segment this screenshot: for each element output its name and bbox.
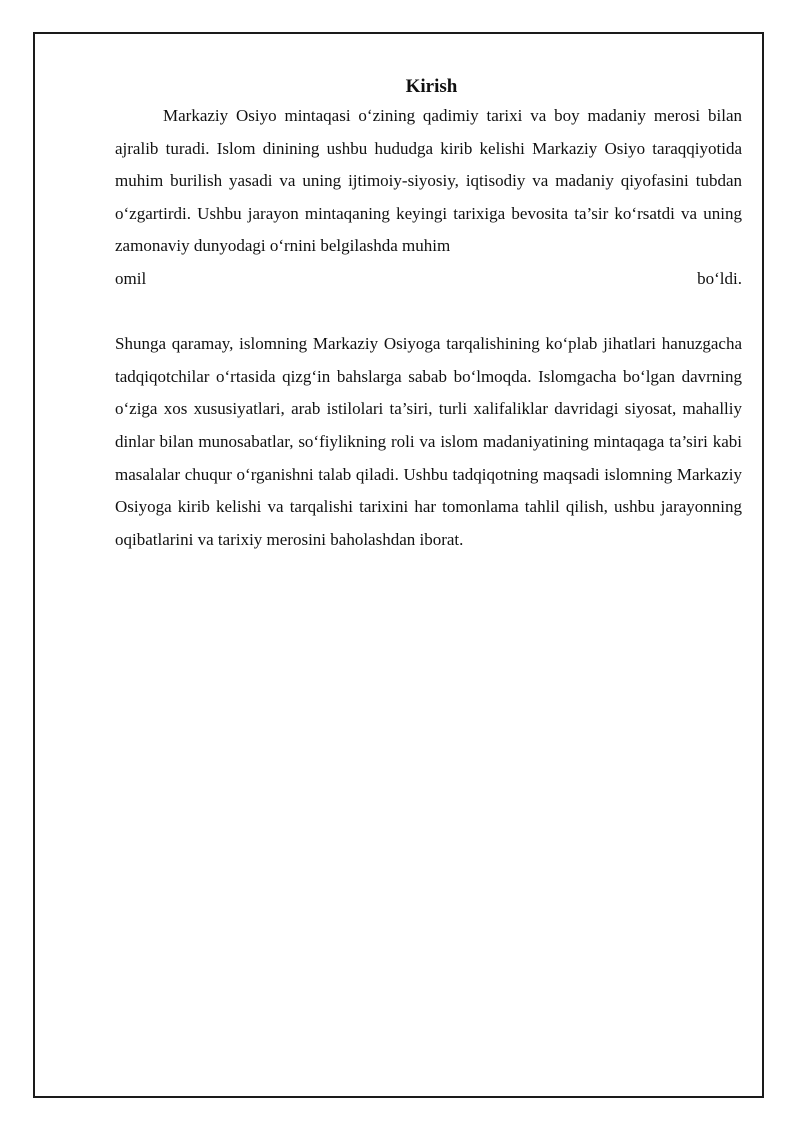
intro-paragraph: Markaziy Osiyo mintaqasi o‘zining qadimiy tarixi va boy madaniy merosi bilan ajralib turadi. Islom dinining ushbu hududga kirib kelishi Markaziy Osiyo taraqqiyotida muhim burilish yasadi va uning ijtimoiy-siyosiy, iqtisodiy va madaniy qiyofasini tubdan o‘zgartirdi. Ushbu jarayon mintaqaning keyingi tarixiga bevosita ta’sir ko‘rsatdi va uning zamonaviy dunyodagi o‘rnini belgilashda muhim xyxy=(115,106,742,256)
document-title: Kirish xyxy=(405,76,458,97)
intro-last-word-left: omil xyxy=(115,268,147,288)
document-body xyxy=(115,74,742,556)
intro-paragraph-last-line xyxy=(115,263,742,296)
intro-last-word-right: bo‘ldi. xyxy=(697,268,742,288)
second-paragraph: Shunga qaramay, islomning Markaziy Osiyoga tarqalishining ko‘plab jihatlari hanuzgacha tadqiqotchilar o‘rtasida qizg‘in bahslarga sabab bo‘lmoqda. Islomgacha bo‘lgan davrning o‘ziga xos xususiyatlari, arab istilolari ta’siri, turli xalifaliklar davridagi siyosat, mahalliy dinlar bilan munosabatlar, so‘fiylikning roli va islom madaniyatining mintaqaga ta’siri kabi masalalar chuqur o‘rganishni talab qiladi. Ushbu tadqiqotning maqsadi islomning Markaziy Osiyoga kirib kelishi va tarqalishi tarixini har tomonlama tahlil qilish, ushbu jarayonning oqibatlarini va tarixiy merosini baholashdan iborat. xyxy=(115,334,742,549)
